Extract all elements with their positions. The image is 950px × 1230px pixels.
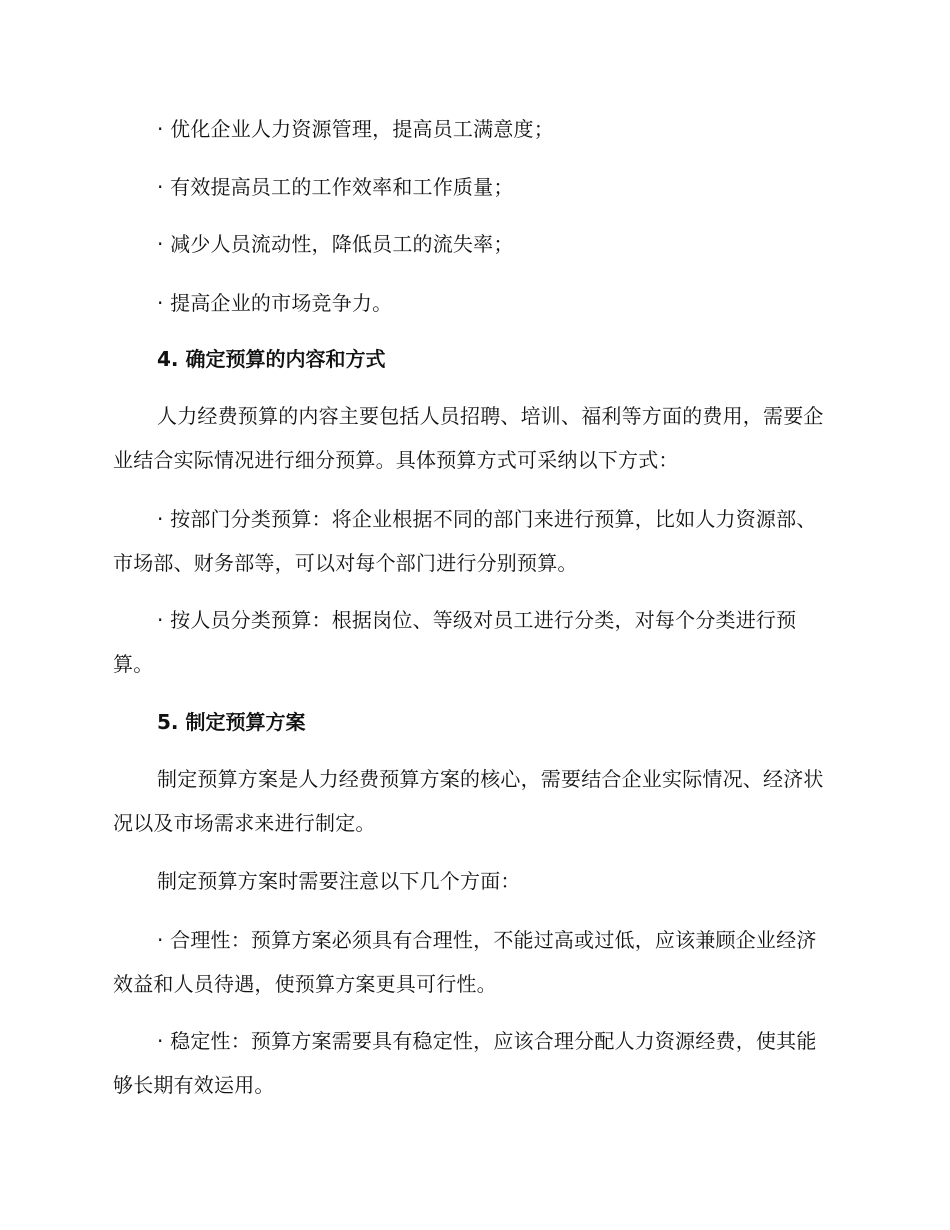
bullet-item: · 减少人员流动性，降低员工的流失率；	[157, 232, 514, 256]
paragraph: 制定预算方案时需要注意以下几个方面：	[157, 869, 521, 893]
section-heading: 4. 确定预算的内容和方式	[157, 347, 386, 371]
bullet-item: · 有效提高员工的工作效率和工作质量；	[157, 175, 514, 199]
bullet-item: · 稳定性：预算方案需要具有稳定性，应该合理分配人力资源经费，使其能够长期有效运用。	[113, 1029, 817, 1097]
bullet-item: · 按人员分类预算：根据岗位、等级对员工进行分类，对每个分类进行预算。	[113, 608, 797, 676]
bullet-item: · 合理性：预算方案必须具有合理性，不能过高或过低，应该兼顾企业经济效益和人员待遇，使预算方案更具可行性。	[113, 928, 817, 996]
section-heading: 5. 制定预算方案	[157, 710, 306, 734]
paragraph: 人力经费预算的内容主要包括人员招聘、培训、福利等方面的费用，需要企业结合实际情况进行细分预算。具体预算方式可采纳以下方式：	[113, 404, 824, 472]
bullet-item: · 提高企业的市场竞争力。	[157, 291, 393, 315]
paragraph: 制定预算方案是人力经费预算方案的核心，需要结合企业实际情况、经济状况以及市场需求来进行制定。	[113, 767, 824, 835]
bullet-item: · 优化企业人力资源管理，提高员工满意度；	[157, 117, 554, 141]
bullet-item: · 按部门分类预算：将企业根据不同的部门来进行预算，比如人力资源部、市场部、财务部等，可以对每个部门进行分别预算。	[113, 507, 817, 575]
